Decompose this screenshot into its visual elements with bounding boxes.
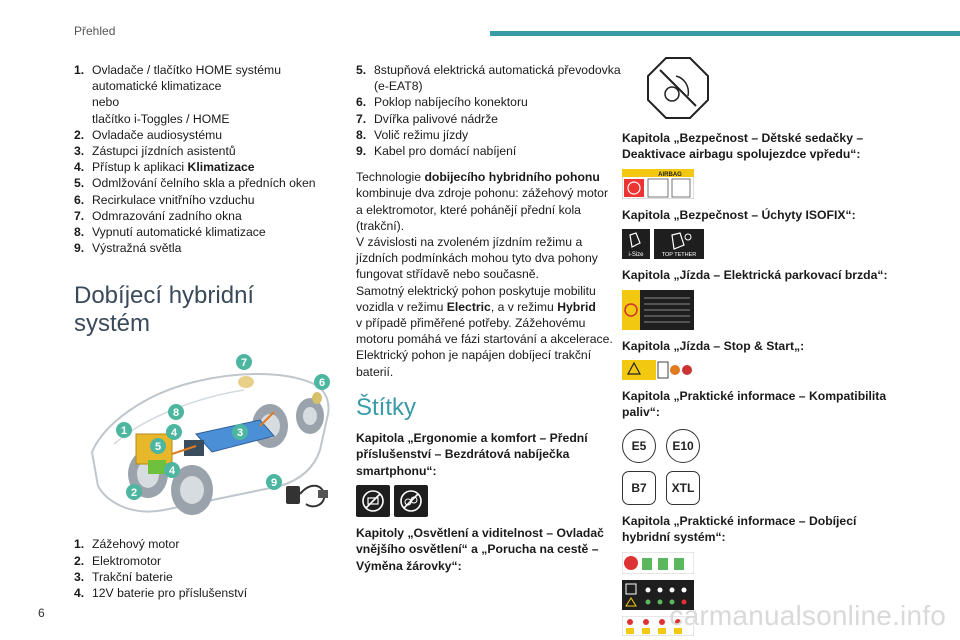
svg-text:TOP TETHER: TOP TETHER bbox=[661, 252, 697, 259]
components-list-continued bbox=[356, 62, 624, 159]
section-title-labels: Štítky bbox=[356, 393, 417, 421]
wheel-icon bbox=[296, 398, 324, 434]
column-right bbox=[622, 56, 942, 636]
svg-text:3: 3 bbox=[236, 427, 244, 440]
column-left bbox=[74, 62, 336, 601]
no-child-seat-airbag-icon bbox=[646, 56, 710, 120]
controls-list bbox=[74, 62, 336, 256]
svg-text:1: 1 bbox=[120, 425, 128, 438]
callout-badge bbox=[164, 462, 180, 478]
wireless-charger-labels bbox=[356, 485, 624, 517]
list-item: 3. Zástupci jízdních asistentů bbox=[74, 144, 236, 159]
label-caption: Kapitoly „Osvětlení a viditelnost – Ovladač vnějšího osvětlení“ a „Porucha na cestě – Výměna žárovky“: bbox=[356, 526, 604, 573]
callout-badge bbox=[150, 438, 166, 454]
parking-brake-label bbox=[622, 290, 694, 330]
top-tether-icon bbox=[654, 229, 704, 259]
label-caption: Kapitola „Ergonomie a komfort – Přední příslušenství – Bezdrátová nabíječka smartphonu“: bbox=[356, 430, 588, 478]
callout-badge bbox=[232, 424, 248, 440]
hybrid-description: Technologie dobijecího hybridního pohonu kombinuje dva zdroje pohonu: zážehový motor a elektromotor, které pohánějí přední kola (trakční). V závislosti na zvoleném jízdním režimu a jízdních podmínkách mohou tyto dva pohony fungovat střídavě nebo současně. Samotný elektrický pohon poskytuje mobilitu vozidla v režimu Electric, a v režimu Hybrid v případě přiměřené potřeby. Zážehovému motoru pomáhá ve fázi startování a akcelerace. Elektrický pohon je napájen dobíjecí trakční baterií. bbox=[356, 170, 613, 379]
column-middle bbox=[356, 62, 624, 574]
label-caption: Kapitola „Jízda – Stop & Start„: bbox=[622, 338, 805, 353]
no-card-icon bbox=[356, 485, 390, 517]
callout-badge bbox=[236, 354, 252, 370]
svg-text:AIRBAG: AIRBAG bbox=[658, 171, 682, 178]
label-caption: Kapitola „Praktické informace – Dobíjecí hybridní systém“: bbox=[622, 513, 857, 545]
svg-text:9: 9 bbox=[270, 477, 278, 490]
fuel-e10-icon: E10 bbox=[666, 429, 700, 463]
callout-badge bbox=[314, 374, 330, 390]
components-list bbox=[74, 536, 336, 601]
fuel-e5-icon: E5 bbox=[622, 429, 656, 463]
list-item: 1. Ovladače / tlačítko HOME systému automatické klimatizace nebo tlačítko i-Toggles / HOME bbox=[74, 63, 281, 126]
list-item: 8. Vypnutí automatické klimatizace bbox=[74, 225, 266, 240]
section-title-hybrid: Dobíjecí hybridní systém bbox=[74, 282, 255, 338]
list-item: 5. Odmlžování čelního skla a předních oken bbox=[74, 176, 316, 191]
svg-text:6: 6 bbox=[318, 377, 326, 390]
hybrid-system-illustration bbox=[74, 354, 336, 524]
header-accent-bar bbox=[490, 31, 960, 36]
svg-text:i-Size: i-Size bbox=[628, 252, 644, 259]
list-item: 6. Poklop nabíjecího konektoru bbox=[356, 95, 528, 110]
callout-badge bbox=[266, 474, 282, 490]
fuel-xtl-icon: XTL bbox=[666, 471, 700, 505]
svg-text:4: 4 bbox=[170, 427, 178, 440]
list-item: 9. Výstražná světla bbox=[74, 241, 182, 256]
list-item: 8. Volič režimu jízdy bbox=[356, 127, 469, 142]
callout-badge bbox=[168, 404, 184, 420]
label-caption: Kapitola „Bezpečnost – Úchyty ISOFIX“: bbox=[622, 207, 856, 222]
charging-flap-icon bbox=[312, 392, 322, 404]
callout-badge bbox=[126, 484, 142, 500]
label-caption: Kapitola „Jízda – Elektrická parkovací brzda“: bbox=[622, 268, 888, 283]
fuel-compatibility-row bbox=[622, 471, 942, 505]
list-item: 9. Kabel pro domácí nabíjení bbox=[356, 144, 517, 159]
list-item: 2. Elektromotor bbox=[74, 553, 162, 568]
svg-text:4: 4 bbox=[168, 465, 176, 478]
charging-safety-label bbox=[622, 552, 694, 574]
airbag-warning-label bbox=[622, 169, 694, 199]
electric-motor-icon bbox=[148, 460, 166, 474]
label-caption: Kapitola „Bezpečnost – Dětské sedačky – Deaktivace airbagu spolujezdce vpředu“: bbox=[622, 131, 864, 162]
label-caption: Kapitola „Praktické informace – Kompatibilita paliv“: bbox=[622, 389, 887, 420]
header-title: Přehled bbox=[74, 24, 116, 38]
charging-cable-icon bbox=[286, 486, 328, 507]
list-item: 2. Ovladače audiosystému bbox=[74, 127, 223, 142]
list-item: 4. Přístup k aplikaci Klimatizace bbox=[74, 160, 255, 175]
list-item: 4. 12V baterie pro příslušenství bbox=[74, 586, 248, 601]
list-item: 3. Trakční baterie bbox=[74, 569, 173, 584]
svg-text:5: 5 bbox=[154, 441, 162, 454]
svg-text:7: 7 bbox=[240, 357, 248, 370]
svg-text:8: 8 bbox=[172, 407, 180, 420]
page-number: 6 bbox=[38, 606, 45, 620]
fuel-b7-icon: B7 bbox=[622, 471, 656, 505]
list-item: 1. Zážehový motor bbox=[74, 537, 180, 552]
no-metal-object-icon bbox=[394, 485, 428, 517]
list-item: 6. Recirkulace vnitřního vzduchu bbox=[74, 192, 255, 207]
fuel-flap-icon bbox=[238, 376, 254, 388]
list-item: 7. Dvířka palivové nádrže bbox=[356, 111, 498, 126]
isofix-labels bbox=[622, 229, 942, 259]
callout-badge bbox=[116, 422, 132, 438]
stop-start-label bbox=[622, 360, 694, 380]
fuel-compatibility-row bbox=[622, 429, 942, 463]
list-item: 5. 8stupňová elektrická automatická převodovka (e-EAT8) bbox=[356, 63, 621, 94]
callout-badge bbox=[166, 424, 182, 440]
watermark: carmanualsonline.info bbox=[669, 600, 946, 631]
list-item: 7. Odmrazování zadního okna bbox=[74, 208, 242, 223]
svg-text:2: 2 bbox=[130, 487, 138, 500]
isize-icon bbox=[622, 229, 650, 259]
